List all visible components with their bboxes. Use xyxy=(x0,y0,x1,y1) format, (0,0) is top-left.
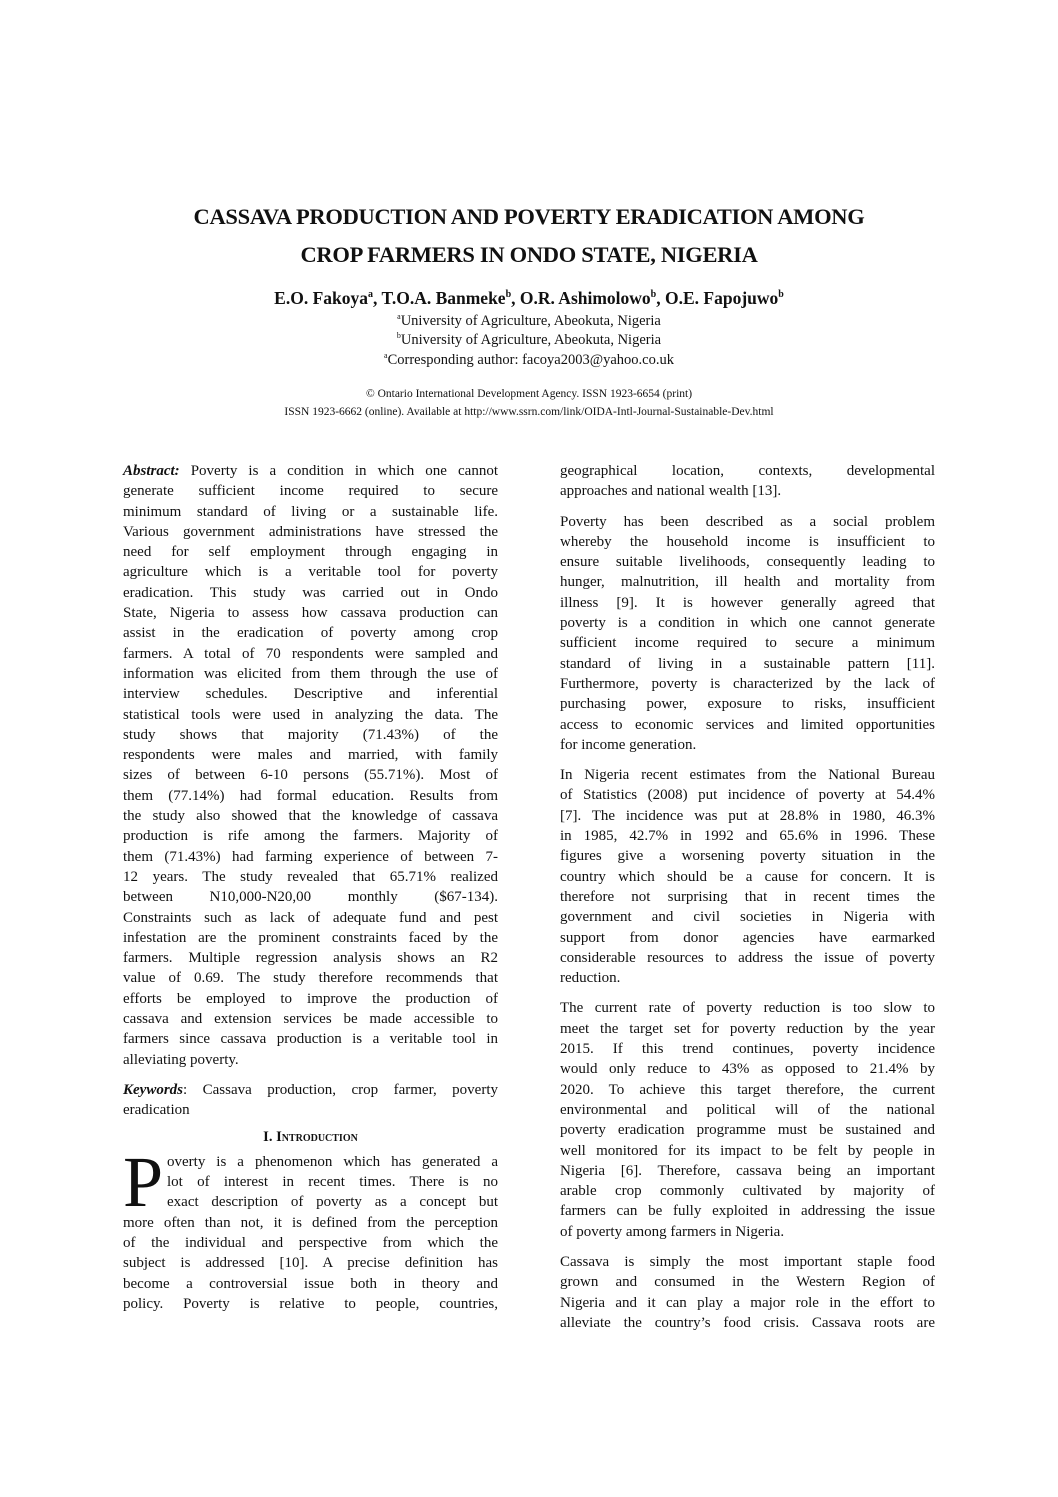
abstract-line: between N10,000-N20,00 monthly ($67-134). xyxy=(123,889,498,906)
paragraph-line: whereby the household income is insufficient to xyxy=(560,533,935,550)
introduction-line: exact description of poverty as a concept but xyxy=(167,1194,498,1211)
author-affiliation-marker: a xyxy=(368,289,374,300)
abstract-line: 12 years. The study revealed that 65.71% realized xyxy=(123,868,498,885)
author-name: T.O.A. Banmeke xyxy=(381,288,506,308)
paper-title xyxy=(0,198,1058,274)
abstract-line: production is rife among the farmers. Majority of xyxy=(123,828,498,845)
affiliation-text: University of Agriculture, Abeokuta, Nigeria xyxy=(400,313,661,329)
paragraph-line: grown and consumed in the Western Region of xyxy=(560,1274,935,1291)
body-paragraph xyxy=(560,765,935,988)
body-paragraph xyxy=(560,1252,935,1333)
paragraph-line: well monitored for its impact to be felt by people in xyxy=(560,1142,935,1159)
keywords-label: Keywords xyxy=(123,1081,183,1098)
abstract-line: interview schedules. Descriptive and inferential xyxy=(123,686,498,703)
paragraph-line: Furthermore, poverty is characterized by the lack of xyxy=(560,675,935,692)
paragraph-line: 2020. To achieve this target therefore, the current xyxy=(560,1081,935,1098)
paragraph-line: arable crop commonly cultivated by majority of xyxy=(560,1183,935,1200)
introduction-line: subject is addressed [10]. A precise definition has xyxy=(123,1255,498,1272)
paragraph-line: considerable resources to address the issue of poverty xyxy=(560,949,935,966)
corresponding-author-text: Corresponding author: facoya2003@yahoo.co.uk xyxy=(387,352,674,368)
paragraph-line: Poverty has been described as a social problem xyxy=(560,513,935,530)
paragraph-line: country which should be a cause for concern. It is xyxy=(560,868,935,885)
affiliation-marker: a xyxy=(384,351,388,360)
paragraph-line: for income generation. xyxy=(560,736,697,753)
paragraph-line: meet the target set for poverty reduction by the year xyxy=(560,1020,935,1037)
issn-line: ISSN 1923-6662 (online). Available at http://www.ssrn.com/link/OIDA-Intl-Journal-Sustainable-Dev.html xyxy=(284,406,774,418)
author-name: O.R. Ashimolowo xyxy=(519,288,651,308)
author-name: O.E. Fapojuwo xyxy=(664,288,779,308)
corresponding-author xyxy=(0,351,1058,370)
section-heading-introduction: I. Introduction xyxy=(263,1128,358,1145)
abstract-line: Poverty is a condition in which one cannot xyxy=(179,463,498,479)
paragraph-line: in 1985, 42.7% in 1992 and 65.6% in 1996. These xyxy=(560,828,935,845)
keywords-colon: : xyxy=(183,1081,188,1098)
paragraph-line: [7]. The incidence was put at 28.8% in 1980, 46.3% xyxy=(560,807,935,824)
right-column xyxy=(560,461,935,1333)
abstract-line: the study also showed that the knowledge of cassava xyxy=(123,808,498,825)
paragraph-line: Nigeria and it can play a major role in the effort to xyxy=(560,1294,935,1311)
abstract xyxy=(123,461,498,1070)
introduction-line: become a controversial issue both in theory and xyxy=(123,1275,498,1292)
abstract-line: eradication. This study was carried out in Ondo xyxy=(123,584,498,601)
paragraph-line: purchasing power, exposure to risks, insufficient xyxy=(560,696,935,713)
abstract-line: Constraints such as lack of adequate fund and pest xyxy=(123,909,498,926)
abstract-line: State, Nigeria to assess how cassava production can xyxy=(123,605,498,622)
paragraph-line: In Nigeria recent estimates from the National Bureau xyxy=(560,767,935,784)
abstract-line: cassava and extension services be made accessible to xyxy=(123,1011,498,1028)
affiliation-marker: a xyxy=(397,312,401,321)
abstract-line: them (71.43%) had farming experience of between 7- xyxy=(123,848,498,865)
paragraph-line: would only reduce to 43% as opposed to 21.4% by xyxy=(560,1061,935,1078)
paragraph-line: therefore not surprising that in recent times the xyxy=(560,888,935,905)
author-affiliation-marker: b xyxy=(650,289,657,300)
paragraph-line: hunger, malnutrition, ill health and mortality from xyxy=(560,574,935,591)
affiliation-text: University of Agriculture, Abeokuta, Nigeria xyxy=(400,332,662,348)
abstract-line: farmers since cassava production is a veritable tool in xyxy=(123,1031,498,1048)
paragraph-line: sufficient income required to secure a minimum xyxy=(560,635,935,652)
abstract-line: information was elicited from them through the use of xyxy=(123,665,498,682)
paragraph-line: approaches and national wealth [13]. xyxy=(560,483,782,500)
abstract-line: infestation are the prominent constraints faced by the xyxy=(123,929,498,946)
paragraph-line: of poverty among farmers in Nigeria. xyxy=(560,1223,785,1240)
paragraph-line: poverty is a condition in which one cannot generate xyxy=(560,615,935,632)
abstract-line: them (77.14%) had formal education. Results from xyxy=(123,787,498,804)
author-name: E.O. Fakoya xyxy=(274,288,369,308)
paragraph-line: figures give a worsening poverty situation in the xyxy=(560,848,935,865)
abstract-line: statistical tools were used in analyzing the data. The xyxy=(123,706,498,723)
abstract-line: value of 0.69. The study therefore recommends that xyxy=(123,970,498,987)
abstract-line: sizes of between 6-10 persons (55.71%). Most of xyxy=(123,767,498,784)
left-column xyxy=(123,461,498,1314)
abstract-line: farmers. A total of 70 respondents were sampled and xyxy=(123,645,498,662)
abstract-line: generate sufficient income required to secure xyxy=(123,483,498,500)
paragraph-line: environmental and political will of the national xyxy=(560,1101,935,1118)
paragraph-line: 2015. If this trend continues, poverty incidence xyxy=(560,1041,935,1058)
author-affiliation-marker: b xyxy=(505,289,512,300)
abstract-line: Various government administrations have stressed the xyxy=(123,523,498,540)
keywords-line: Cassava production, crop farmer, poverty xyxy=(187,1081,498,1098)
paragraph-line: support from donor agencies have earmarked xyxy=(560,929,935,946)
abstract-line: farmers. Multiple regression analysis shows an R2 xyxy=(123,950,498,967)
abstract-line: need for self employment through engaging in xyxy=(123,544,498,561)
paragraph-line: access to economic services and limited opportunities xyxy=(560,716,935,733)
paragraph-line: geographical location, contexts, developmental xyxy=(560,463,935,479)
author-list: E.O. Fakoya$^a$, T.O.A. Banmeke$^b$, O.R. Ashimolowo$^b$, O.E. Fapojuwo$^b$ xyxy=(274,288,784,308)
copyright-line: © Ontario International Development Agency. ISSN 1923-6654 (print) xyxy=(365,388,693,400)
introduction-line: more often than not, it is defined from the perception xyxy=(123,1214,498,1231)
body-paragraph xyxy=(560,512,935,756)
paragraph-line: reduction. xyxy=(560,970,621,987)
paragraph-line: standard of living in a sustainable pattern [11]. xyxy=(560,655,935,672)
introduction-line: lot of interest in recent times. There is no xyxy=(167,1174,498,1191)
affiliation-marker: b xyxy=(396,331,401,340)
keywords xyxy=(123,1080,498,1121)
introduction-line: policy. Poverty is relative to people, countries, xyxy=(123,1295,498,1312)
body-paragraph xyxy=(560,998,935,1242)
title-line-2: CROP FARMERS IN ONDO STATE, NIGERIA xyxy=(300,242,758,267)
affiliation xyxy=(0,331,1058,350)
paragraph-line: Nigeria [6]. Therefore, cassava being an important xyxy=(560,1162,935,1179)
body-paragraph xyxy=(560,461,935,502)
title-line-1: CASSAVA PRODUCTION AND POVERTY ERADICATION AMONG xyxy=(193,204,865,229)
abstract-line: respondents were males and married, with family xyxy=(123,747,498,764)
paragraph-line: farmers can be fully exploited in addressing the issue xyxy=(560,1203,935,1220)
paragraph-line: illness [9]. It is however generally agreed that xyxy=(560,594,935,611)
abstract-line: assist in the eradication of poverty among crop xyxy=(123,625,498,642)
keywords-line: eradication xyxy=(123,1102,190,1119)
paragraph-line: poverty eradication programme must be sustained and xyxy=(560,1122,935,1139)
drop-cap: P xyxy=(123,1141,164,1222)
paragraph-line: The current rate of poverty reduction is too slow to xyxy=(560,1000,935,1017)
paragraph-line: government and civil societies in Nigeria with xyxy=(560,909,935,926)
abstract-line: study shows that majority (71.43%) of the xyxy=(123,726,498,743)
author-affiliation-marker: b xyxy=(778,289,784,300)
abstract-line: efforts be employed to improve the production of xyxy=(123,990,498,1007)
abstract-line: alleviating poverty. xyxy=(123,1051,239,1068)
paragraph-line: ensure suitable livelihoods, consequently leading to xyxy=(560,554,935,571)
paragraph-line: of Statistics (2008) put incidence of poverty at 54.4% xyxy=(560,787,935,804)
abstract-label: Abstract: xyxy=(123,463,180,479)
paragraph-line: Cassava is simply the most important staple food xyxy=(560,1253,935,1270)
affiliation xyxy=(0,312,1058,331)
abstract-line: minimum standard of living or a sustainable life. xyxy=(123,503,498,520)
abstract-line: agriculture which is a veritable tool for poverty xyxy=(123,564,498,581)
paragraph-line: alleviate the country’s food crisis. Cassava roots are xyxy=(560,1314,935,1331)
introduction-body xyxy=(123,1141,498,1314)
introduction-line: overty is a phenomenon which has generated a xyxy=(167,1153,498,1170)
introduction-line: of the individual and perspective from which the xyxy=(123,1234,498,1251)
